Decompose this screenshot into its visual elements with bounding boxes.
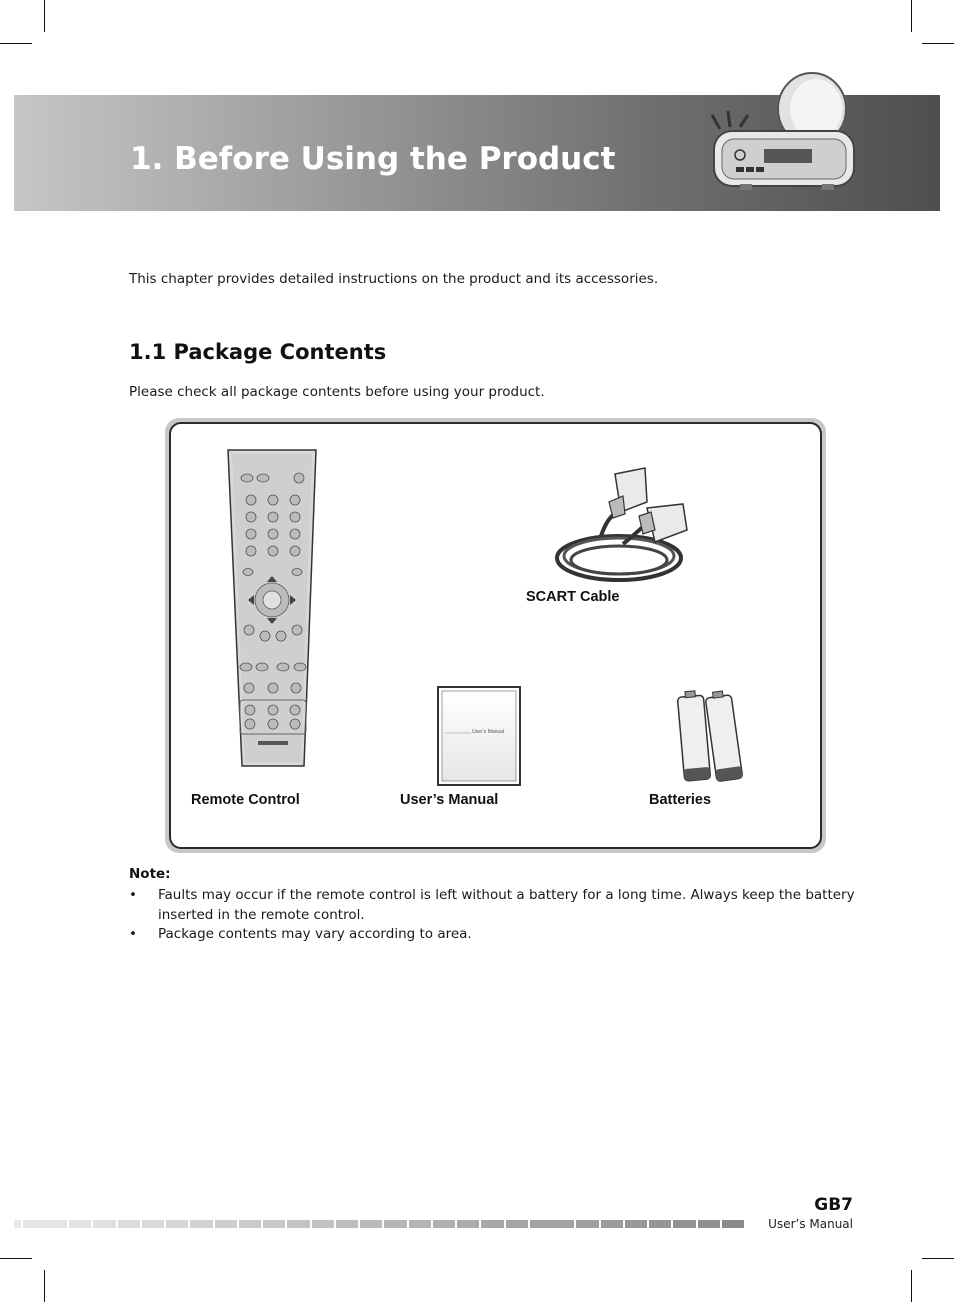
manual-cover-text: User’s Manual	[472, 729, 505, 735]
note-heading: Note:	[129, 866, 171, 882]
user-manual-booklet-icon	[437, 686, 521, 786]
package-contents-box	[165, 418, 826, 853]
document-title: User’s Manual	[768, 1217, 853, 1231]
crop-mark	[44, 1270, 45, 1302]
crop-mark	[922, 43, 954, 44]
note-list	[129, 886, 859, 945]
remote-control-icon	[222, 448, 322, 770]
set-top-box-with-satellite-dish-icon	[692, 71, 862, 206]
remote-control-caption: Remote Control	[191, 792, 300, 808]
chapter-title: 1. Before Using the Product	[130, 141, 616, 177]
section-heading: 1.1 Package Contents	[129, 340, 387, 364]
crop-mark	[0, 43, 32, 44]
crop-mark	[911, 0, 912, 32]
chapter-banner	[14, 95, 940, 211]
section-description: Please check all package contents before using your product.	[129, 384, 545, 400]
note-item: • Faults may occur if the remote control is left without a battery for a long time. Always keep the battery inserted in the remote control.	[129, 887, 855, 923]
scart-cable-icon	[551, 466, 696, 586]
crop-mark	[44, 0, 45, 32]
crop-mark	[911, 1270, 912, 1302]
crop-mark	[0, 1258, 32, 1259]
crop-mark	[922, 1258, 954, 1259]
package-contents-panel	[169, 422, 822, 849]
intro-paragraph: This chapter provides detailed instructions on the product and its accessories.	[129, 271, 659, 287]
page-number: GB7	[814, 1195, 853, 1215]
batteries-icon	[675, 690, 745, 786]
scart-cable-caption: SCART Cable	[526, 589, 620, 605]
user-manual-caption: User’s Manual	[400, 792, 499, 808]
note-item: • Package contents may vary according to area.	[129, 926, 472, 942]
batteries-caption: Batteries	[649, 792, 712, 808]
footer-decorative-bar	[14, 1220, 744, 1228]
